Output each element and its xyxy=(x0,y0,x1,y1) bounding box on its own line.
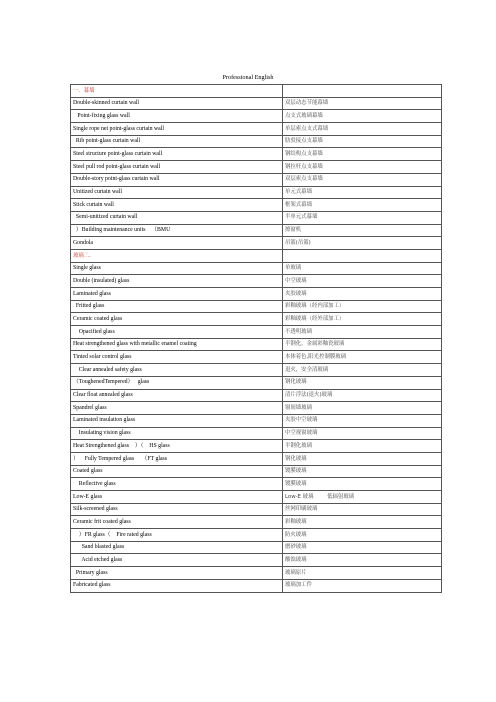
english-term: Coated glass xyxy=(71,465,283,478)
english-term: Tinted solar control glass xyxy=(71,351,283,364)
glossary-table xyxy=(70,84,442,593)
chinese-term: 钢化玻璃 xyxy=(283,376,442,389)
chinese-term: 框架式幕墙 xyxy=(283,199,442,212)
english-term: Fabricated glass xyxy=(71,579,283,592)
chinese-term: 点支式玻璃幕墙 xyxy=(283,110,442,123)
chinese-term: 半钢化，金属彩釉瓷玻璃 xyxy=(283,338,442,351)
english-term: Clear float annealed glass xyxy=(71,389,283,402)
chinese-term: 单层索点支式幕墙 xyxy=(283,123,442,136)
chinese-term: 窗间墙玻璃 xyxy=(283,402,442,415)
english-term: Ceramic coated glass xyxy=(71,313,283,326)
english-term: Point-fixing glass wall xyxy=(71,110,283,123)
table-row xyxy=(71,262,442,275)
table-row xyxy=(71,110,442,123)
table-row xyxy=(71,529,442,542)
table-row xyxy=(71,465,442,478)
english-term: Acid etched glass xyxy=(71,554,283,567)
table-row xyxy=(71,541,442,554)
chinese-term: 钢结构点支幕墙 xyxy=(283,148,442,161)
chinese-term: 钢拉杆点支幕墙 xyxy=(283,161,442,174)
english-term: Double-story point-glass curtain wall xyxy=(71,173,283,186)
chinese-term: 镀膜玻璃 xyxy=(283,465,442,478)
english-term: Ceramic frit coated glass xyxy=(71,516,283,529)
table-row xyxy=(71,351,442,364)
table-row xyxy=(71,389,442,402)
table-row xyxy=(71,300,442,313)
table-row xyxy=(71,211,442,224)
english-term: Semi-unitized curtain wall xyxy=(71,211,283,224)
chinese-term: 单元式幕墙 xyxy=(283,186,442,199)
chinese-term: 清片浮法(退火)玻璃 xyxy=(283,389,442,402)
table-row xyxy=(71,135,442,148)
english-term: Steel pull rod point-glass curtain wall xyxy=(71,161,283,174)
chinese-term: 双层索点支幕墙 xyxy=(283,173,442,186)
chinese-term: Low-E 玻璃 低辐射玻璃 xyxy=(283,491,442,504)
english-term: Silk-screened glass xyxy=(71,503,283,516)
chinese-term: 退火，安全清玻璃 xyxy=(283,364,442,377)
section-title: 玻璃二． xyxy=(71,249,283,262)
english-term: Stick curtain wall xyxy=(71,199,283,212)
table-row xyxy=(71,516,442,529)
english-term: Double (insulated) glass xyxy=(71,275,283,288)
english-term: Primary glass xyxy=(71,567,283,580)
english-term: ）Building maintenance units （BMU xyxy=(71,224,283,237)
chinese-term: 半单元式幕墙 xyxy=(283,211,442,224)
chinese-term: 中空视窗玻璃 xyxy=(283,427,442,440)
english-term: ） Fully Tempered glass （FT glass xyxy=(71,452,283,465)
table-row xyxy=(71,338,442,351)
table-row xyxy=(71,288,442,301)
english-term: Unitized curtain wall xyxy=(71,186,283,199)
english-term: Laminated insulation glass xyxy=(71,414,283,427)
english-term: Rib point-glass curtain wall xyxy=(71,135,283,148)
chinese-term xyxy=(283,85,442,98)
section-header-row xyxy=(71,249,442,262)
table-row xyxy=(71,161,442,174)
table-row xyxy=(71,376,442,389)
chinese-term: 本体着色,阳光控制膜玻璃 xyxy=(283,351,442,364)
english-term: Low-E glass xyxy=(71,491,283,504)
english-term: Single glass xyxy=(71,262,283,275)
chinese-term: 双层动态节能幕墙 xyxy=(283,97,442,110)
table-row xyxy=(71,123,442,136)
chinese-term: 夹胶玻璃 xyxy=(283,288,442,301)
chinese-term: 擦窗机 xyxy=(283,224,442,237)
table-row xyxy=(71,173,442,186)
english-term: ）FR glass（ Fire rated glass xyxy=(71,529,283,542)
english-term: Laminated glass xyxy=(71,288,283,301)
table-row xyxy=(71,237,442,250)
chinese-term: 酸蚀玻璃 xyxy=(283,554,442,567)
table-row xyxy=(71,452,442,465)
section-header-row xyxy=(71,85,442,98)
chinese-term: 防火玻璃 xyxy=(283,529,442,542)
chinese-term: 不透明玻璃 xyxy=(283,326,442,339)
english-term: Reflective glass xyxy=(71,478,283,491)
english-term: Opacified glass xyxy=(71,326,283,339)
table-row xyxy=(71,186,442,199)
table-row xyxy=(71,554,442,567)
chinese-term: 丝网印刷玻璃 xyxy=(283,503,442,516)
chinese-term: 半钢化玻璃 xyxy=(283,440,442,453)
english-term: Gondola xyxy=(71,237,283,250)
table-row xyxy=(71,224,442,237)
chinese-term: 吊篮(吊篮) xyxy=(283,237,442,250)
english-term: Sand blasted glass xyxy=(71,541,283,554)
english-term: Double-skinned curtain wall xyxy=(71,97,283,110)
chinese-term: 钢化玻璃 xyxy=(283,452,442,465)
english-term: Fritted glass xyxy=(71,300,283,313)
chinese-term: 磨砂玻璃 xyxy=(283,541,442,554)
glossary-body xyxy=(71,85,442,593)
chinese-term: 玻璃原片 xyxy=(283,567,442,580)
english-term: Spandrel glass xyxy=(71,402,283,415)
table-row xyxy=(71,567,442,580)
table-row xyxy=(71,478,442,491)
chinese-term: 夹胶中空玻璃 xyxy=(283,414,442,427)
table-row xyxy=(71,326,442,339)
chinese-term: 镀膜玻璃 xyxy=(283,478,442,491)
table-row xyxy=(71,491,442,504)
english-term: Clear annealed safety glass xyxy=(71,364,283,377)
table-row xyxy=(71,503,442,516)
english-term: Steel structure point-glass curtain wall xyxy=(71,148,283,161)
table-row xyxy=(71,199,442,212)
chinese-term: 中空玻璃 xyxy=(283,275,442,288)
section-title: 一．幕墙 xyxy=(71,85,283,98)
chinese-term: 单玻璃 xyxy=(283,262,442,275)
english-term: Single rope net point-glass curtain wall xyxy=(71,123,283,136)
chinese-term: 肋驳接点支幕墙 xyxy=(283,135,442,148)
chinese-term xyxy=(283,249,442,262)
chinese-term: 彩釉玻璃（经外部加工） xyxy=(283,313,442,326)
table-row xyxy=(71,97,442,110)
chinese-term: 彩釉玻璃 xyxy=(283,516,442,529)
table-row xyxy=(71,402,442,415)
english-term: Insulating vision glass xyxy=(71,427,283,440)
chinese-term: 玻璃加工件 xyxy=(283,579,442,592)
table-row xyxy=(71,275,442,288)
english-term: Heat strengthened glass with metallic enamel coating xyxy=(71,338,283,351)
chinese-term: 彩釉玻璃（经内部加工） xyxy=(283,300,442,313)
table-row xyxy=(71,364,442,377)
english-term: Heat Strengthened glass ）（ HS glass xyxy=(71,440,283,453)
table-row xyxy=(71,579,442,592)
table-row xyxy=(71,148,442,161)
table-row xyxy=(71,427,442,440)
table-row xyxy=(71,414,442,427)
table-row xyxy=(71,440,442,453)
page-title: Professional English xyxy=(222,74,274,81)
table-row xyxy=(71,313,442,326)
english-term: （ToughenedTempered） glass xyxy=(71,376,283,389)
